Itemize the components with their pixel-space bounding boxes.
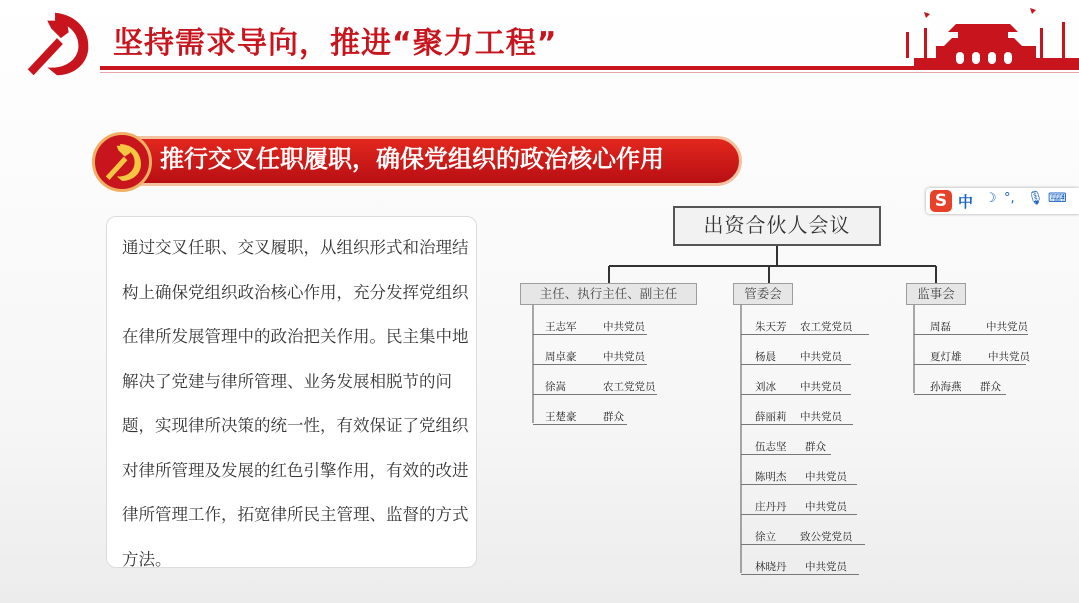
member-name: 刘冰 xyxy=(755,381,776,393)
member-row xyxy=(741,320,869,335)
member-role: 中共党员 xyxy=(805,501,847,513)
member-name: 徐立 xyxy=(755,531,776,543)
member-row xyxy=(741,410,853,425)
member-name: 王志军 xyxy=(545,321,577,333)
punctuation-icon[interactable]: °, xyxy=(1004,191,1015,206)
member-row xyxy=(741,560,859,575)
member-row xyxy=(741,440,831,455)
member-name: 徐嵩 xyxy=(545,381,566,393)
member-row xyxy=(533,320,647,335)
member-role: 中共党员 xyxy=(800,411,842,423)
section-title: 推行交叉任职履职，确保党组织的政治核心作用 xyxy=(160,145,664,173)
member-name: 周磊 xyxy=(930,321,951,333)
member-name: 薛丽莉 xyxy=(755,411,787,423)
member-role: 农工党党员 xyxy=(603,381,656,393)
moon-icon[interactable]: ☽ xyxy=(985,191,997,206)
member-role: 农工党党员 xyxy=(800,321,853,333)
member-role: 中共党员 xyxy=(988,351,1030,363)
member-role: 群众 xyxy=(603,411,624,423)
member-name: 庄丹丹 xyxy=(755,501,787,513)
member-role: 中共党员 xyxy=(800,351,842,363)
member-name: 周卓豪 xyxy=(545,351,577,363)
sogou-logo-icon[interactable]: S xyxy=(930,190,952,212)
member-row xyxy=(914,350,1030,365)
member-role: 中共党员 xyxy=(603,321,645,333)
ime-language-toggle[interactable]: 中 xyxy=(958,193,974,211)
microphone-icon[interactable]: 🎙 xyxy=(1027,191,1044,206)
member-role: 中共党员 xyxy=(603,351,645,363)
org-root-label: 出资合伙人会议 xyxy=(703,213,851,237)
branch-supervisory-board: 监事会 xyxy=(906,283,966,305)
member-name: 陈明杰 xyxy=(755,471,787,483)
member-row xyxy=(741,350,851,365)
member-row xyxy=(741,530,865,545)
member-row xyxy=(741,380,851,395)
member-row xyxy=(533,380,657,395)
branch-management-committee: 管委会 xyxy=(733,283,793,305)
member-row xyxy=(533,410,627,425)
member-role: 致公党党员 xyxy=(800,531,853,543)
member-name: 王楚豪 xyxy=(545,411,577,423)
member-name: 朱天芳 xyxy=(755,321,787,333)
member-role: 中共党员 xyxy=(986,321,1028,333)
member-role: 中共党员 xyxy=(805,471,847,483)
keyboard-icon[interactable]: ⌨ xyxy=(1048,191,1067,206)
member-row xyxy=(741,470,857,485)
member-name: 林晓丹 xyxy=(755,561,787,573)
page-title: 坚持需求导向，推进“聚力工程” xyxy=(113,26,558,61)
member-row xyxy=(914,380,1006,395)
member-role: 中共党员 xyxy=(805,561,847,573)
member-row xyxy=(741,500,857,515)
member-role: 群众 xyxy=(805,441,826,453)
branch-leadership: 主任、执行主任、副主任 xyxy=(520,283,697,305)
member-name: 夏灯雄 xyxy=(930,351,962,363)
member-role: 中共党员 xyxy=(800,381,842,393)
member-row xyxy=(533,350,647,365)
member-name: 孙海燕 xyxy=(930,381,962,393)
body-paragraph: 通过交叉任职、交叉履职，从组织形式和治理结构上确保党组织政治核心作用，充分发挥党组织在律所发展管理中的政治把关作用。民主集中地解决了党建与律所管理、业务发展相脱节的问题，实现律所决策的统一性，有效保证了党组织对律所管理及发展的红色引擎作用，有效的改进律所管理工作，拓宽律所民主管理、监督的方式方法。 xyxy=(122,238,469,569)
member-role: 群众 xyxy=(980,381,1001,393)
member-row xyxy=(914,320,1028,335)
member-name: 伍志坚 xyxy=(755,441,787,453)
member-name: 杨晨 xyxy=(755,351,776,363)
